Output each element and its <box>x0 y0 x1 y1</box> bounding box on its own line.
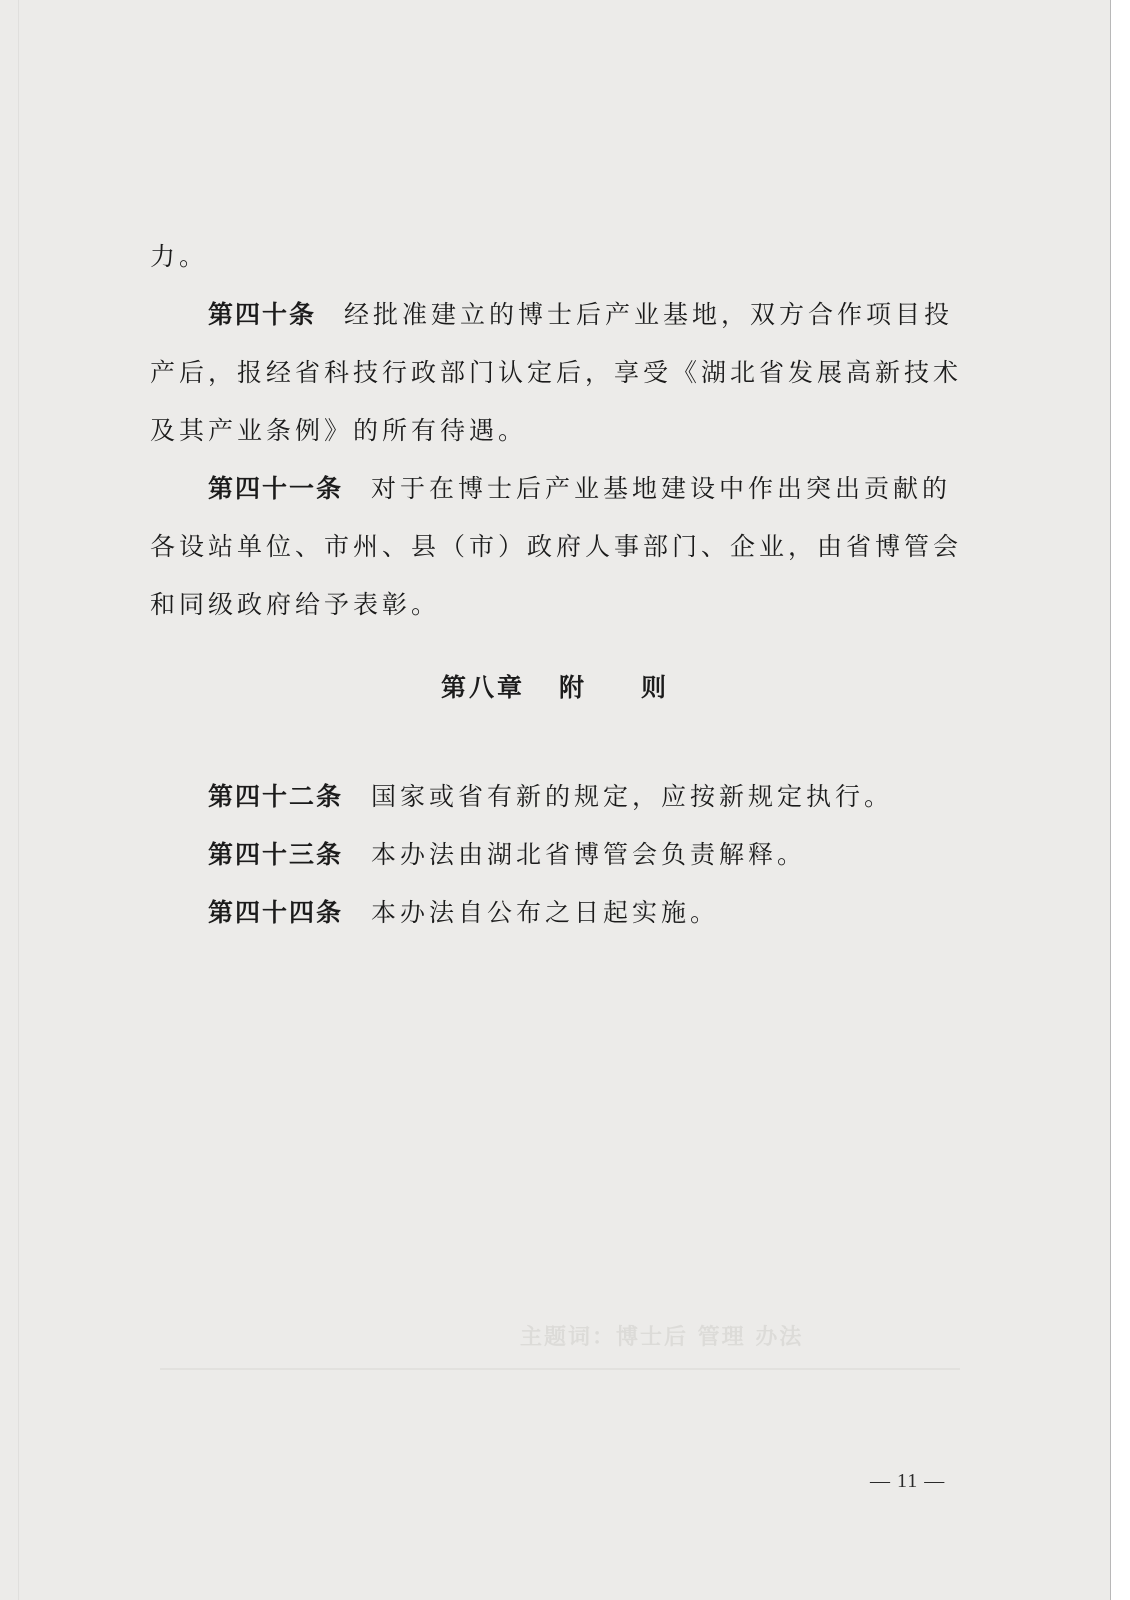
article-number: 第四十一条 <box>208 474 344 503</box>
article-text: 各设站单位、市州、县（市）政府人事部门、企业，由省博管会 <box>150 532 963 561</box>
page-number: — 11 — <box>870 1470 946 1492</box>
page-fold-line <box>18 0 19 1600</box>
article-text: 及其产业条例》的所有待遇。 <box>150 416 528 445</box>
article-42 <box>150 768 980 826</box>
chapter-title-word: 则 <box>641 673 670 702</box>
bleed-through-text: 主题词：博士后 管理 办法 <box>520 1325 804 1350</box>
article-text: 产后，报经省科技行政部门认定后，享受《湖北省发展高新技术 <box>150 358 963 387</box>
final-articles <box>150 768 980 942</box>
chapter-heading <box>0 668 1110 708</box>
article-text: 国家或省有新的规定，应按新规定执行。 <box>371 782 894 811</box>
article-43 <box>150 826 980 884</box>
page-edge <box>1110 0 1130 1600</box>
article-44 <box>150 884 980 942</box>
article-number: 第四十条 <box>208 300 317 329</box>
article-text: 对于在博士后产业基地建设中作出突出贡献的 <box>371 474 952 503</box>
article-body <box>150 228 980 634</box>
continuation-line: 力。 <box>150 242 209 271</box>
article-number: 第四十四条 <box>208 898 344 927</box>
article-text: 本办法由湖北省博管会负责解释。 <box>371 840 807 869</box>
article-40 <box>150 286 980 460</box>
article-text: 本办法自公布之日起实施。 <box>371 898 720 927</box>
article-41 <box>150 460 980 634</box>
article-number: 第四十三条 <box>208 840 344 869</box>
article-number: 第四十二条 <box>208 782 344 811</box>
bleed-through-rule <box>160 1368 960 1370</box>
chapter-title-word: 附 <box>558 673 587 702</box>
chapter-number: 第八章 <box>440 673 525 702</box>
article-text: 经批准建立的博士后产业基地，双方合作项目投 <box>344 300 954 329</box>
article-text: 和同级政府给予表彰。 <box>150 590 441 619</box>
